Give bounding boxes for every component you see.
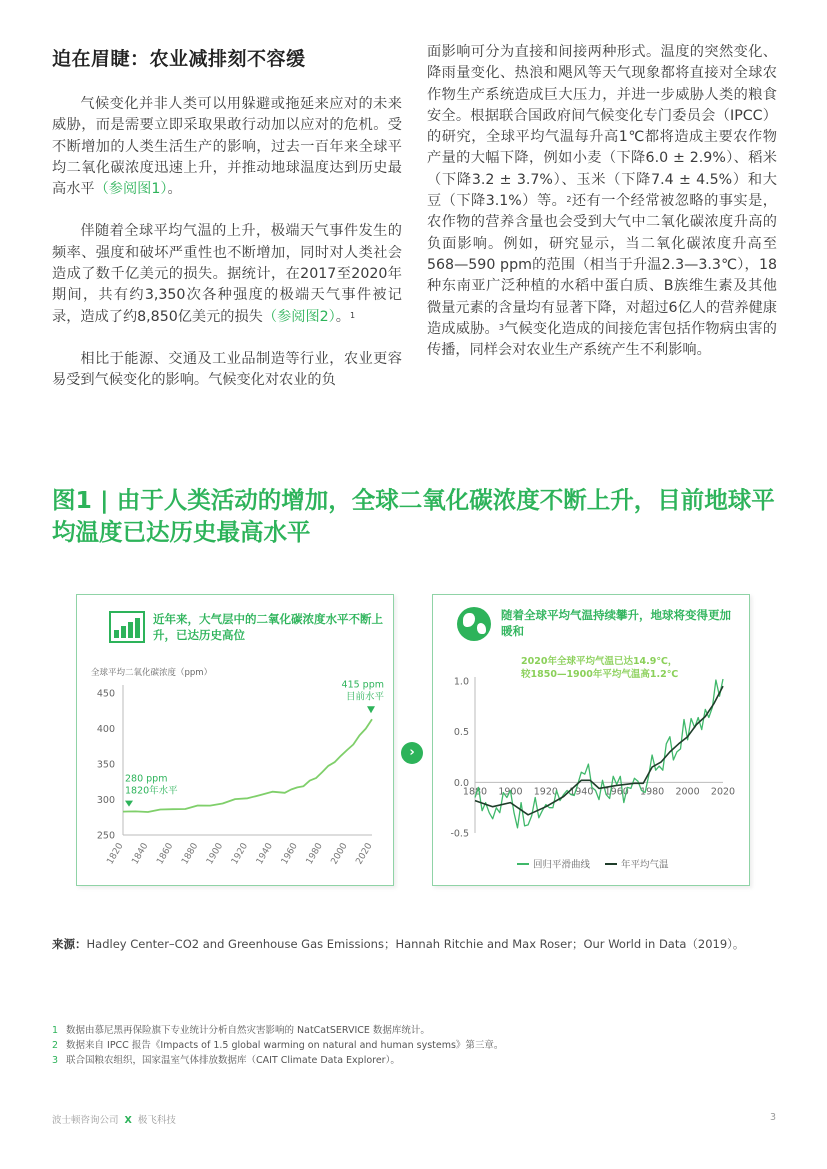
left-column — [52, 94, 402, 413]
temperature-smoothed-line — [475, 679, 723, 828]
co2-x-tick-label: 1960 — [279, 841, 300, 867]
legend-annual-label: 年平均气温 — [621, 859, 669, 871]
co2-x-tick-label: 1980 — [304, 841, 325, 867]
chevron-right-icon[interactable]: › — [401, 742, 423, 764]
co2-chart-panel — [76, 594, 394, 886]
paragraph-3: 相比于能源、交通及工业品制造等行业，农业更容易受到气候变化的影响。气候变化对农业的负 — [52, 350, 402, 389]
temperature-x-tick-label: 2020 — [710, 786, 736, 798]
co2-annotation-end-label: 目前水平 — [345, 691, 384, 703]
temperature-annotation-line1: 2020年全球平均气温已达14.9℃， — [521, 656, 678, 667]
co2-y-axis-label: 全球平均二氧化碳浓度（ppm） — [91, 668, 213, 678]
co2-x-tick-label: 1860 — [155, 841, 176, 867]
temperature-x-tick-label: 1880 — [462, 786, 488, 798]
temperature-panel-heading: 随着全球平均气温持续攀升，地球将变得更加暖和 — [501, 608, 731, 638]
footnote-3: 3 联合国粮农组织，国家温室气体排放数据库（CAIT Climate Data Explorer）。 — [52, 1055, 400, 1066]
co2-x-tick-label: 1880 — [180, 841, 201, 867]
footnote-1: 1 数据由慕尼黑再保险旗下专业统计分析自然灾害影响的 NatCatSERVICE 数据库统计。 — [52, 1025, 430, 1036]
page-footer: 波士顿咨询公司 X 极飞科技 — [52, 1115, 176, 1126]
page-number: 3 — [770, 1112, 777, 1123]
co2-annotation-start-label: 1820年水平 — [125, 785, 178, 797]
temperature-chart-panel — [432, 594, 750, 886]
figure-1-reference[interactable]: （参阅图1） — [94, 181, 168, 198]
co2-x-tick-label: 2020 — [354, 841, 375, 867]
co2-y-tick-label: 250 — [96, 830, 115, 842]
temperature-x-tick-label: 2000 — [675, 786, 700, 798]
footnote-2: 2 数据来自 IPCC 报告《Impacts of 1.5 global warming on natural and human systems》第三章。 — [52, 1040, 504, 1051]
co2-y-tick-label: 350 — [96, 759, 115, 771]
section-title: 迫在眉睫：农业减排刻不容缓 — [52, 48, 306, 70]
temperature-chart — [433, 595, 751, 887]
co2-annotation-start-marker — [125, 801, 133, 807]
co2-annotation-end-marker — [367, 706, 375, 713]
footnotes — [52, 1023, 503, 1068]
co2-x-tick-label: 1900 — [205, 841, 226, 867]
footnote-marker-1: 1 — [349, 310, 356, 320]
co2-y-tick-label: 450 — [96, 688, 115, 700]
co2-x-tick-label: 1920 — [229, 841, 251, 867]
right-column — [427, 42, 777, 382]
temperature-y-tick-label: 1.0 — [453, 676, 469, 688]
temperature-y-tick-label: 0.0 — [453, 777, 469, 789]
paragraph-1: 气候变化并非人类可以用躲避或拖延来应对的未来威胁，而是需要立即采取果敢行动加以应对的危机。受不断增加的人类生活生产的影响，过去一百年来全球平均二氧化碳浓度迅速上升，并推动地球温度达到历史最高水平（参阅图1）。 — [52, 96, 402, 198]
temperature-x-tick-label: 1920 — [533, 786, 558, 798]
temperature-x-tick-label: 1940 — [569, 786, 594, 798]
temperature-x-tick-label: 1900 — [498, 786, 523, 798]
co2-series-line — [123, 719, 372, 812]
temperature-x-tick-label: 1960 — [604, 786, 629, 798]
footnote-marker-3: 3 — [498, 322, 504, 332]
temperature-annotation-line2: 较1850—1900年平均气温高1.2℃ — [521, 669, 679, 680]
co2-annotation-start-value: 280 ppm — [125, 773, 168, 785]
co2-panel-heading: 近年来，大气层中的二氧化碳浓度水平不断上升，已达历史高位 — [153, 612, 383, 642]
co2-x-tick-label: 2000 — [329, 841, 350, 867]
figure-title: 图1 | 由于人类活动的增加，全球二氧化碳浓度不断上升，目前地球平均温度已达历史最高水平 — [52, 486, 775, 546]
co2-annotation-end-value: 415 ppm — [341, 679, 384, 691]
co2-x-tick-label: 1840 — [130, 841, 151, 867]
paragraph-4: 面影响可分为直接和间接两种形式。温度的突然变化、降雨量变化、热浪和飓风等天气现象都将直接对全球农作物生产系统造成巨大压力，并进一步威胁人类的粮食安全。根据联合国政府间气候变化专门委员会（IPCC）的研究，全球平均气温每升高1℃都将造成主要农作物产量的大幅下降，例如小麦（下降6.0 ± 2.9%）、稻米（下降3.2 ± 3.7%）、玉米（下降7.4 ± 4.5%）和大豆（下降3.1%）等。$^2$还有一个经常被忽略的事实是，农作物的营养含量也会受到大气中二氧化碳浓度升高的负面影响。例如，研究显示，当二氧化碳浓度升高至568—590 ppm的范围（相当于升温2.3—3.3℃），18种东南亚广泛种植的水稻中蛋白质、B族维生素及其他微量元素的含量均有显著下降，对超过6亿人的营养健康造成威胁。$^3$气候变化造成的间接危害包括作物病虫害的传播，同样会对农业生产系统产生不利影响。 — [427, 44, 777, 359]
temperature-y-tick-label: -0.5 — [450, 828, 469, 840]
temperature-x-tick-label: 1980 — [640, 786, 665, 798]
source-note: 来源：Hadley Center–CO2 and Greenhouse Gas Emissions；Hannah Ritchie and Max Roser；Our World in Data（2019）。 — [52, 937, 745, 951]
footnote-marker-2: 2 — [566, 195, 572, 205]
co2-x-tick-label: 1940 — [254, 841, 275, 867]
co2-x-tick-label: 1820 — [105, 841, 126, 867]
co2-y-tick-label: 300 — [96, 795, 115, 806]
co2-chart — [77, 595, 395, 887]
figure-2-reference[interactable]: （参阅图2） — [262, 308, 336, 325]
co2-y-tick-label: 400 — [96, 724, 115, 735]
temperature-y-tick-label: 0.5 — [453, 727, 469, 739]
legend-smoothed-label: 回归平滑曲线 — [533, 859, 591, 871]
paragraph-2: 伴随着全球平均气温的上升，极端天气事件发生的频率、强度和破坏严重性也不断增加，同时对人类社会造成了数千亿美元的损失。据统计，在2017至2020年期间，共有约3,350次各种强度的极端天气事件被记录，造成了约8,850亿美元的损失（参阅图2）。$^1$ — [52, 223, 402, 325]
